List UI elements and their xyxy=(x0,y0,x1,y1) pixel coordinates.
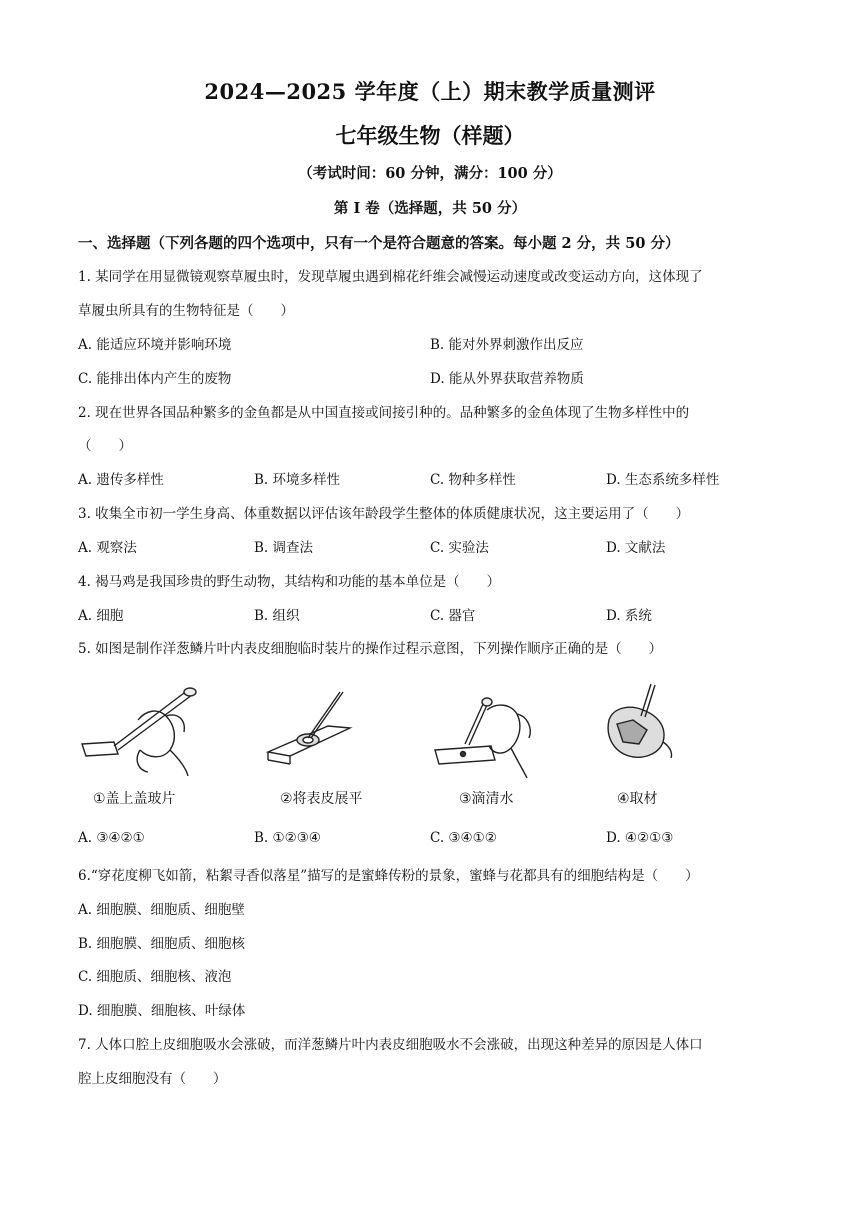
question-1-option-c: C. 能排出体内产生的废物 xyxy=(78,371,232,387)
question-5-line-1: 5. 如图是制作洋葱鳞片叶内表皮细胞临时装片的操作过程示意图，下列操作顺序正确的是（ ） xyxy=(78,641,663,657)
spread-epidermis-illustration xyxy=(268,692,350,764)
question-1-option-b: B. 能对外界刺激作出反应 xyxy=(430,337,584,353)
question-1-line-1: 1. 某同学在用显微镜观察草履虫时，发现草履虫遇到棉花纤维会减慢运动速度或改变运动方向，这体现了 xyxy=(78,269,703,285)
question-1-line-2: 草履虫所具有的生物特征是（ ） xyxy=(78,303,294,319)
question-5-option-c: C. ③④①② xyxy=(430,830,497,846)
question-2-option-d: D. 生态系统多样性 xyxy=(606,472,720,488)
question-2-option-c: C. 物种多样性 xyxy=(430,472,516,488)
question-3-option-a: A. 观察法 xyxy=(78,540,137,556)
drop-water-illustration xyxy=(435,698,530,778)
question-5-option-b: B. ①②③④ xyxy=(254,830,321,846)
question-6-option-c: C. 细胞质、细胞核、液泡 xyxy=(78,969,232,985)
question-6-option-a: A. 细胞膜、细胞质、细胞壁 xyxy=(78,902,245,918)
question-5-option-d: D. ④②①③ xyxy=(606,830,674,846)
exam-title: 2024—2025 学年度（上）期末教学质量测评 xyxy=(204,79,656,104)
cover-slip-illustration xyxy=(82,688,196,776)
question-2-option-b: B. 环境多样性 xyxy=(254,472,341,488)
question-4-line-1: 4. 褐马鸡是我国珍贵的野生动物，其结构和功能的基本单位是（ ） xyxy=(78,574,501,590)
question-2-line-1: 2. 现在世界各国品种繁多的金鱼都是从中国直接或间接引种的。品种繁多的金鱼体现了生物多样性中的 xyxy=(78,405,690,421)
question-6-option-b: B. 细胞膜、细胞质、细胞核 xyxy=(78,936,246,952)
exam-subtitle: 七年级生物（样题） xyxy=(335,123,525,148)
question-1-option-d: D. 能从外界获取营养物质 xyxy=(430,371,584,387)
question-4-option-c: C. 器官 xyxy=(430,608,476,624)
question-3-option-d: D. 文献法 xyxy=(606,540,666,556)
question-6-line-1: 6.“穿花度柳飞如箭，粘絮寻香似落星”描写的是蜜蜂传粉的景象，蜜蜂与花都具有的细胞结构是（ ） xyxy=(78,868,699,884)
question-3-option-c: C. 实验法 xyxy=(430,540,489,556)
question-4-option-d: D. 系统 xyxy=(606,608,652,624)
question-1-option-a: A. 能适应环境并影响环境 xyxy=(78,337,232,353)
section-title: 一、选择题（下列各题的四个选项中，只有一个是符合题意的答案。每小题 2 分，共 50 分） xyxy=(78,235,680,252)
figure-label-spread-epidermis: ②将表皮展平 xyxy=(280,791,363,807)
question-6-option-d: D. 细胞膜、细胞核、叶绿体 xyxy=(78,1003,246,1019)
question-5-option-a: A. ③④②① xyxy=(78,830,145,846)
exam-info: （考试时间：60 分钟，满分：100 分） xyxy=(298,165,562,182)
part-title: 第 I 卷（选择题，共 50 分） xyxy=(333,200,527,217)
question-7-line-2: 腔上皮细胞没有（ ） xyxy=(78,1071,227,1087)
question-2-line-2: （ ） xyxy=(78,438,132,454)
question-4-option-b: B. 组织 xyxy=(254,608,300,624)
question-3-option-b: B. 调查法 xyxy=(254,540,314,556)
question-4-option-a: A. 细胞 xyxy=(78,608,124,624)
figure-label-drop-water: ③滴清水 xyxy=(459,791,514,807)
take-material-illustration xyxy=(608,684,671,758)
question-2-option-a: A. 遗传多样性 xyxy=(78,472,164,488)
question-7-line-1: 7. 人体口腔上皮细胞吸水会涨破，而洋葱鳞片叶内表皮细胞吸水不会涨破，出现这种差异的原因是人体口 xyxy=(78,1037,703,1053)
figure-label-cover-slip: ①盖上盖玻片 xyxy=(93,791,176,807)
question-3-line-1: 3. 收集全市初一学生身高、体重数据以评估该年龄段学生整体的体质健康状况，这主要运用了（ ） xyxy=(78,506,690,522)
figure-label-take-material: ④取材 xyxy=(617,791,658,807)
